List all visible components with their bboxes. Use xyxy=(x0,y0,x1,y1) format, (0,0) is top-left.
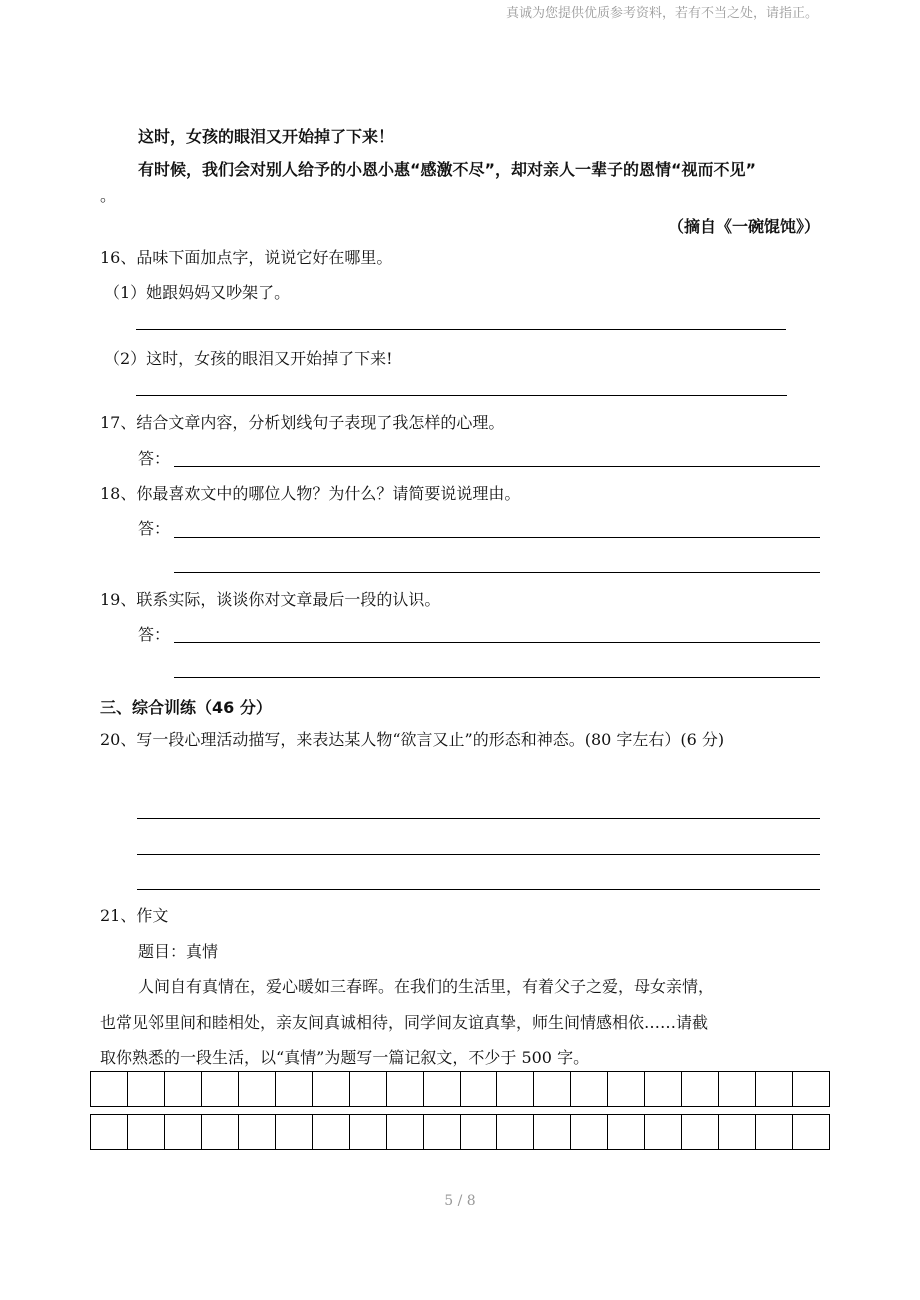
question-16-sub-1: （1）她跟妈妈又吵架了。 xyxy=(104,283,291,302)
writing-grid-row-1[interactable] xyxy=(90,1071,830,1107)
answer-line-16-2[interactable] xyxy=(136,395,787,396)
grid-cell[interactable] xyxy=(497,1115,534,1149)
writing-grid-row-2[interactable] xyxy=(90,1114,830,1150)
answer-line-17[interactable] xyxy=(174,466,820,467)
essay-instructions-line-3: 取你熟悉的一段生活，以“真情”为题写一篇记叙文，不少于 500 字。 xyxy=(100,1048,590,1067)
grid-cell[interactable] xyxy=(350,1072,387,1106)
answer-label-19: 答： xyxy=(138,625,171,644)
grid-cell[interactable] xyxy=(313,1115,350,1149)
passage-line-2-end: 。 xyxy=(100,186,117,205)
grid-cell[interactable] xyxy=(608,1115,645,1149)
grid-cell[interactable] xyxy=(461,1072,498,1106)
answer-line-18-2[interactable] xyxy=(174,572,820,573)
grid-cell[interactable] xyxy=(756,1072,793,1106)
answer-line-20-3[interactable] xyxy=(137,889,820,890)
grid-cell[interactable] xyxy=(239,1072,276,1106)
grid-cell[interactable] xyxy=(91,1115,128,1149)
passage-line-2: 有时候，我们会对别人给予的小恩小惠“感激不尽”，却对亲人一辈子的恩情“视而不见” xyxy=(138,160,757,179)
grid-cell[interactable] xyxy=(350,1115,387,1149)
question-16-prompt: 16、品味下面加点字，说说它好在哪里。 xyxy=(100,248,393,267)
essay-topic: 题目：真情 xyxy=(138,942,219,961)
grid-cell[interactable] xyxy=(165,1072,202,1106)
grid-cell[interactable] xyxy=(202,1072,239,1106)
question-16-sub-2: （2）这时，女孩的眼泪又开始掉了下来! xyxy=(104,349,393,368)
grid-cell[interactable] xyxy=(313,1072,350,1106)
grid-cell[interactable] xyxy=(645,1115,682,1149)
question-18-prompt: 18、你最喜欢文中的哪位人物？为什么？请简要说说理由。 xyxy=(100,484,521,503)
grid-cell[interactable] xyxy=(645,1072,682,1106)
grid-cell[interactable] xyxy=(128,1072,165,1106)
answer-line-16-1[interactable] xyxy=(136,329,786,330)
question-19-prompt: 19、联系实际，谈谈你对文章最后一段的认识。 xyxy=(100,590,441,609)
grid-cell[interactable] xyxy=(793,1072,830,1106)
grid-cell[interactable] xyxy=(571,1072,608,1106)
grid-cell[interactable] xyxy=(128,1115,165,1149)
grid-cell[interactable] xyxy=(756,1115,793,1149)
answer-line-19-1[interactable] xyxy=(174,642,820,643)
grid-cell[interactable] xyxy=(793,1115,830,1149)
essay-instructions-line-2: 也常见邻里间和睦相处，亲友间真诚相待，同学间友谊真挚，师生间情感相依……请截 xyxy=(100,1013,709,1032)
grid-cell[interactable] xyxy=(461,1115,498,1149)
grid-cell[interactable] xyxy=(534,1072,571,1106)
grid-cell[interactable] xyxy=(91,1072,128,1106)
question-21-prompt: 21、作文 xyxy=(100,906,169,925)
grid-cell[interactable] xyxy=(276,1115,313,1149)
answer-label-17: 答： xyxy=(138,449,171,468)
grid-cell[interactable] xyxy=(682,1115,719,1149)
grid-cell[interactable] xyxy=(424,1072,461,1106)
answer-line-20-1[interactable] xyxy=(137,818,820,819)
answer-line-18-1[interactable] xyxy=(174,537,820,538)
answer-line-20-2[interactable] xyxy=(137,854,820,855)
grid-cell[interactable] xyxy=(202,1115,239,1149)
grid-cell[interactable] xyxy=(276,1072,313,1106)
grid-cell[interactable] xyxy=(719,1072,756,1106)
grid-cell[interactable] xyxy=(239,1115,276,1149)
grid-cell[interactable] xyxy=(387,1072,424,1106)
header-note: 真诚为您提供优质参考资料，若有不当之处，请指正。 xyxy=(505,6,818,21)
page-number: 5 / 8 xyxy=(444,1193,476,1209)
grid-cell[interactable] xyxy=(387,1115,424,1149)
grid-cell[interactable] xyxy=(534,1115,571,1149)
grid-cell[interactable] xyxy=(682,1072,719,1106)
answer-label-18: 答： xyxy=(138,519,171,538)
section-3-title: 三、综合训练（46 分） xyxy=(100,698,272,717)
passage-source: （摘自《一碗馄饨》） xyxy=(667,217,820,236)
grid-cell[interactable] xyxy=(497,1072,534,1106)
grid-cell[interactable] xyxy=(571,1115,608,1149)
grid-cell[interactable] xyxy=(608,1072,645,1106)
question-17-prompt: 17、结合文章内容，分析划线句子表现了我怎样的心理。 xyxy=(100,413,505,432)
grid-cell[interactable] xyxy=(424,1115,461,1149)
passage-line-1: 这时，女孩的眼泪又开始掉了下来！ xyxy=(138,127,395,146)
grid-cell[interactable] xyxy=(165,1115,202,1149)
answer-line-19-2[interactable] xyxy=(174,677,820,678)
grid-cell[interactable] xyxy=(719,1115,756,1149)
essay-instructions-line-1: 人间自有真情在，爱心暖如三春晖。在我们的生活里，有着父子之爱，母女亲情， xyxy=(138,977,715,996)
question-20-prompt: 20、写一段心理活动描写，来表达某人物“欲言又止”的形态和神态。(80 字左右）(6 分) xyxy=(100,730,725,749)
